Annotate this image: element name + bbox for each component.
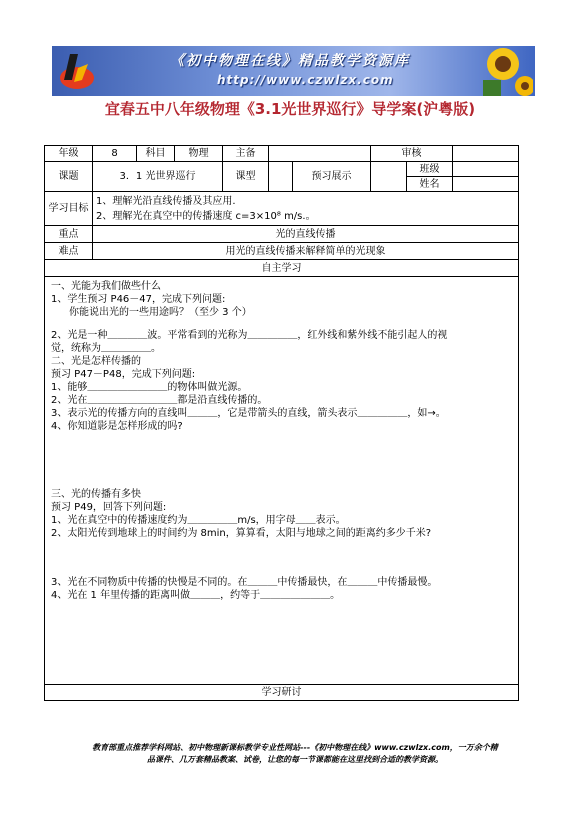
banner-title: 《初中物理在线》精品教学资源库 xyxy=(170,53,410,69)
grade-label: 年级 xyxy=(45,146,93,162)
question-line: 1、光在真空中的传播速度约为＿＿＿＿＿m/s，用字母＿＿表示。 xyxy=(51,515,346,526)
key-point-row xyxy=(45,226,519,243)
self-study-header: 自主学习 xyxy=(45,260,519,277)
section-title: 二、光是怎样传播的 xyxy=(51,356,141,367)
research-header-row xyxy=(45,685,519,701)
self-study-content xyxy=(45,277,519,685)
footer-line: 品课件、几万套精品教案、试卷，让您的每一节课都能在这里找到合适的教学资源。 xyxy=(147,755,443,764)
difficulty-row xyxy=(45,243,519,260)
preview-label: 预习展示 xyxy=(293,162,371,192)
review-value xyxy=(453,146,519,162)
question-line: 4、你知道影是怎样形成的吗? xyxy=(51,421,183,432)
goals-label: 学习目标 xyxy=(45,192,93,226)
page-footer xyxy=(50,742,540,766)
site-logo-icon xyxy=(58,50,96,92)
self-study-header-row xyxy=(45,260,519,277)
grade-value: 8 xyxy=(93,146,137,162)
section-title: 一、光能为我们做些什么 xyxy=(51,281,161,292)
sunflower-icon xyxy=(463,46,533,96)
topic-label: 课题 xyxy=(45,162,93,192)
subject-value: 物理 xyxy=(175,146,223,162)
question-line: 预习 P47－P48，完成下列问题: xyxy=(51,369,196,380)
key-point-label: 重点 xyxy=(45,226,93,243)
preview-value xyxy=(371,162,407,192)
class-value xyxy=(453,162,519,177)
subject-label: 科目 xyxy=(137,146,175,162)
question-line: 你能说出光的一些用途吗？（至少 3 个） xyxy=(69,307,252,318)
study-guide-table xyxy=(44,145,519,701)
question-line: 1、学生预习 P46－47，完成下列问题: xyxy=(51,294,226,305)
goal-item: 1、理解光沿直线传播及其应用. xyxy=(96,195,236,207)
key-point-value: 光的直线传播 xyxy=(93,226,519,243)
header-row-1 xyxy=(45,146,519,162)
question-line: 2、太阳光传到地球上的时间约为 8min，算算看，太阳与地球之间的距离约多少千米? xyxy=(51,528,432,539)
question-line: 觉，统称为＿＿＿＿＿。 xyxy=(51,343,161,354)
header-row-2 xyxy=(45,162,519,177)
research-header: 学习研讨 xyxy=(45,685,519,701)
difficulty-value: 用光的直线传播来解释简单的光现象 xyxy=(93,243,519,260)
difficulty-label: 难点 xyxy=(45,243,93,260)
question-line: 3、光在不同物质中传播的快慢是不同的。在＿＿＿中传播最快，在＿＿＿中传播最慢。 xyxy=(51,577,438,588)
question-line: 预习 P49，回答下列问题: xyxy=(51,502,167,513)
class-label: 班级 xyxy=(407,162,453,177)
name-label: 姓名 xyxy=(407,177,453,192)
goals-content xyxy=(93,192,519,226)
editor-label: 主备 xyxy=(223,146,269,162)
footer-line: 教育部重点推荐学科网站、初中物理新课标教学专业性网站---《初中物理在线》www.czwlzx.com，一万余个精 xyxy=(92,743,498,752)
goals-row xyxy=(45,192,519,226)
lesson-type-label: 课型 xyxy=(223,162,269,192)
goal-item: 2、理解光在真空中的传播速度 c=3×10⁸ m/s.。 xyxy=(96,210,316,222)
editor-value xyxy=(269,146,371,162)
question-line: 2、光在＿＿＿＿＿＿＿＿＿都是沿直线传播的。 xyxy=(51,395,268,406)
question-line: 1、能够＿＿＿＿＿＿＿＿的物体叫做光源。 xyxy=(51,382,248,393)
self-study-content-row xyxy=(45,277,519,685)
section-title: 三、光的传播有多快 xyxy=(51,489,141,500)
name-value xyxy=(453,177,519,192)
review-label: 审核 xyxy=(371,146,453,162)
topic-value: 3．1 光世界巡行 xyxy=(93,162,223,192)
question-line: 3、表示光的传播方向的直线叫＿＿＿，它是带箭头的直线，箭头表示＿＿＿＿＿，如→。 xyxy=(51,408,446,419)
banner-url[interactable]: http://www.czwlzx.com xyxy=(217,73,394,87)
question-line: 4、光在 1 年里传播的距离叫做＿＿＿，约等于＿＿＿＿＿＿＿。 xyxy=(51,590,341,601)
header-banner xyxy=(52,46,535,96)
document-title: 宜春五中八年级物理《3.1光世界巡行》导学案(沪粤版) xyxy=(104,100,476,118)
question-line: 2、光是一种＿＿＿＿波。平常看到的光称为＿＿＿＿＿，红外线和紫外线不能引起人的视 xyxy=(51,330,448,341)
lesson-type-value xyxy=(269,162,293,192)
